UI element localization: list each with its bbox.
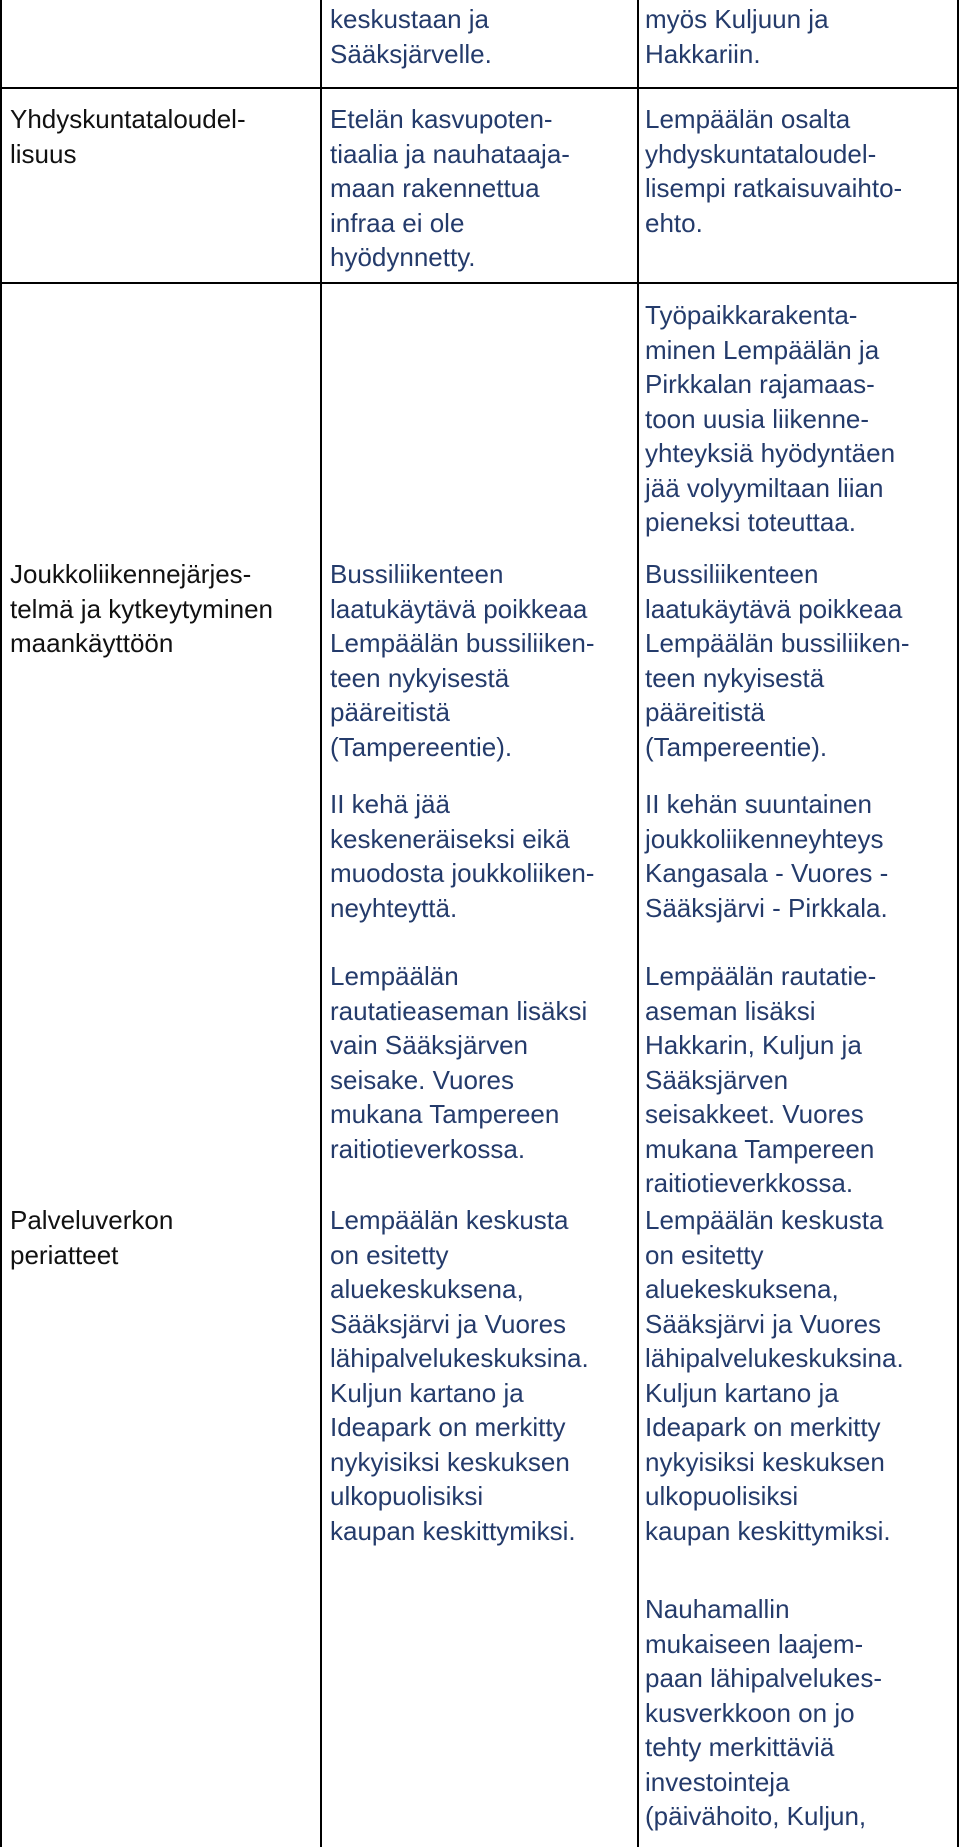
palveluverkko-col3-nauhamalli: Nauhamallin mukaiseen laajem- paan lähipalvelukes- kusverkkoon on jo tehty merkittäviä investointeja (päivähoito, Kuljun, — [645, 1594, 883, 1831]
joukkoliikenne-col3-kaha: II kehän suuntainen joukkoliikenneyhteys Kangasala - Vuores - Sääksjärvi - Pirkkala. — [645, 789, 889, 923]
table-border-right — [957, 0, 959, 1847]
table-divider-2 — [637, 0, 639, 1847]
row-label-palveluverkon-periatteet: Palveluverkon periatteet — [10, 1205, 174, 1270]
yhdyskunta-col2: Etelän kasvupoten- tiaalia ja nauhataaja- maan rakennettua infraa ei ole hyödynnetty. — [330, 104, 570, 272]
joukkoliikenne-col3-rautatie: Lempäälän rautatie- aseman lisäksi Hakkarin, Kuljun ja Sääksjärven seisakkeet. Vuores mukana Tampereen raitiotieverkkossa. — [645, 961, 877, 1198]
palveluverkko-col3-keskusta: Lempäälän keskusta on esitetty aluekeskuksena, Sääksjärvi ja Vuores lähipalvelukeskuksina. Kuljun kartano ja Ideapark on merkitty nykyisiksi keskuksen ulkopuolisiksi kaupan keskittymiksi. — [645, 1205, 904, 1546]
joukkoliikenne-col3-bussi: Bussiliikenteen laatukäytävä poikkeaa Lempäälän bussiliiken- teen nykyisestä pääreitistä (Tampereentie). — [645, 559, 910, 762]
tyopaikka-col3: Työpaikkarakenta- minen Lempäälän ja Pirkkalan rajamaas- toon uusia liikenne- yhteyksiä hyödyntäen jää volyymiltaan liian pieneksi toteuttaa. — [645, 300, 896, 537]
row-divider-2 — [0, 282, 959, 284]
table-divider-1 — [320, 0, 322, 1847]
row-label-joukkoliikennejarjestelma: Joukkoliikennejärjes- telmä ja kytkeytyminen maankäyttöön — [10, 559, 273, 658]
continuation-col2: keskustaan ja Sääksjärvelle. — [330, 4, 492, 69]
table-border-left — [0, 0, 2, 1847]
palveluverkko-col2-keskusta: Lempäälän keskusta on esitetty aluekeskuksena, Sääksjärvi ja Vuores lähipalvelukeskuksina. Kuljun kartano ja Ideapark on merkitty nykyisiksi keskuksen ulkopuolisiksi kaupan keskittymiksi. — [330, 1205, 589, 1546]
joukkoliikenne-col2-kaha: II kehä jää keskeneräiseksi eikä muodosta joukkoliiken- neyhteyttä. — [330, 789, 595, 923]
joukkoliikenne-col2-rautatie: Lempäälän rautatieaseman lisäksi vain Sääksjärven seisake. Vuores mukana Tampereen raitiotieverkossa. — [330, 961, 588, 1164]
continuation-col3: myös Kuljuun ja Hakkariin. — [645, 4, 829, 69]
row-label-yhdyskuntataloudellisuus: Yhdyskuntataloudel- lisuus — [10, 104, 246, 169]
row-divider-1 — [0, 87, 959, 89]
joukkoliikenne-col2-bussi: Bussiliikenteen laatukäytävä poikkeaa Lempäälän bussiliiken- teen nykyisestä pääreitistä (Tampereentie). — [330, 559, 595, 762]
yhdyskunta-col3: Lempäälän osalta yhdyskuntataloudel- lisempi ratkaisuvaihto- ehto. — [645, 104, 903, 238]
